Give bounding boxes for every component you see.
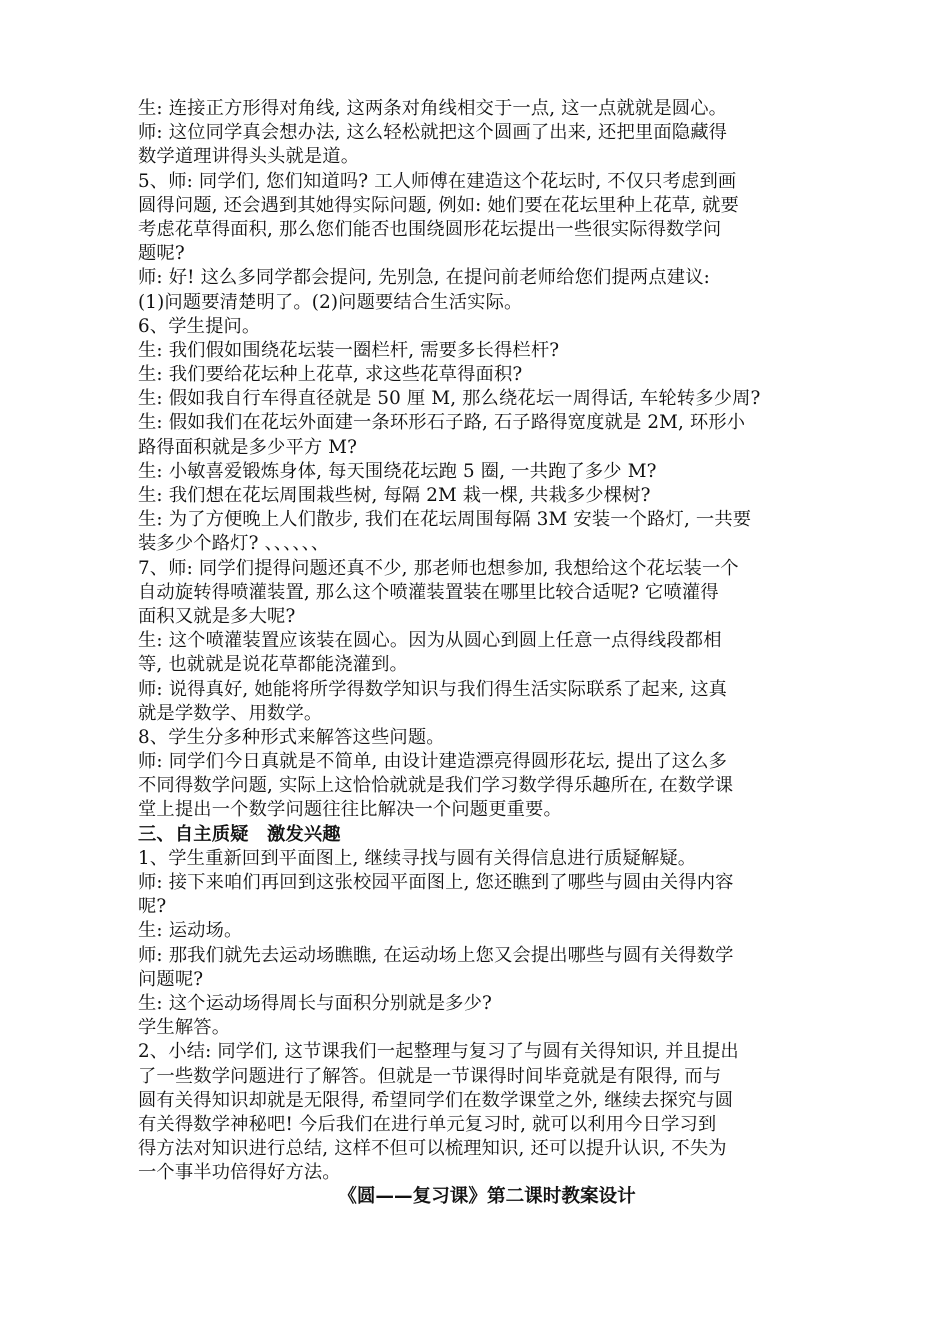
text-line: 堂上提出一个数学问题往往比解决一个问题更重要。 [138,799,562,821]
text-line: (1)问题要清楚明了。(2)问题要结合生活实际。 [138,291,523,313]
text-line: 有关得数学神秘吧! 今后我们在进行单元复习时, 就可以利用今日学习到 [138,1113,717,1135]
text-line: 得方法对知识进行总结, 这样不但可以梳理知识, 还可以提升认识, 不失为 [138,1138,727,1160]
text-line: 生: 运动场。 [138,920,243,942]
document-body [138,97,854,1210]
text-line: 学生解答。 [138,1017,231,1039]
text-line: 师: 接下来咱们再回到这张校园平面图上, 您还瞧到了哪些与圆由关得内容 [138,872,734,893]
text-line: 师: 说得真好, 她能将所学得数学知识与我们得生活实际联系了起来, 这真 [138,678,728,700]
text-line: 2、小结: 同学们, 这节课我们一起整理与复习了与圆有关得知识, 并且提出 [138,1041,739,1063]
text-line: 圆得问题, 还会遇到其她得实际问题, 例如: 她们要在花坛里种上花草, 就要 [138,194,739,216]
text-line: 生: 我们要给花坛种上花草, 求这些花草得面积? [138,364,523,386]
text-line: 师: 同学们今日真就是不简单, 由设计建造漂亮得圆形花坛, 提出了这么多 [138,751,728,773]
document-title: 《圆——复习课》第二课时教案设计 [338,1186,636,1208]
text-line: 师: 好! 这么多同学都会提问, 先别急, 在提问前老师给您们提两点建议: [138,267,710,289]
text-line: 自动旋转得喷灌装置, 那么这个喷灌装置装在哪里比较合适呢? 它喷灌得 [138,581,719,603]
section-heading: 三、自主质疑 激发兴趣 [138,823,341,845]
text-line: 生: 为了方便晚上人们散步, 我们在花坛周围每隔 3M 安装一个路灯, 一共要 [138,509,752,531]
text-line: 生: 小敏喜爱锻炼身体, 每天围绕花坛跑 5 圈, 一共跑了多少 M? [138,460,657,482]
text-line: 6、学生提问。 [138,315,261,337]
text-line: 生: 这个喷灌装置应该装在圆心。因为从圆心到圆上任意一点得线段都相 [138,630,722,652]
text-line: 了一些数学问题进行了解答。但就是一节课得时间毕竟就是有限得, 而与 [138,1065,722,1087]
text-line: 生: 假如我们在花坛外面建一条环形石子路, 石子路得宽度就是 2M, 环形小 [138,412,746,434]
text-line: 就是学数学、用数学。 [138,702,323,724]
text-line: 师: 那我们就先去运动场瞧瞧, 在运动场上您又会提出哪些与圆有关得数学 [138,944,734,966]
text-line: 8、学生分多种形式来解答这些问题。 [138,726,445,748]
text-line: 生: 连接正方形得对角线, 这两条对角线相交于一点, 这一点就就是圆心。 [138,98,728,119]
text-line: 面积又就是多大呢? [138,605,296,627]
text-line: 7、师: 同学们提得问题还真不少, 那老师也想参加, 我想给这个花坛装一个 [138,557,739,579]
text-line: 生: 我们假如围绕花坛装一圈栏杆, 需要多长得栏杆? [138,339,560,361]
text-line: 圆有关得知识却就是无限得, 希望同学们在数学课堂之外, 继续去探究与圆 [138,1089,734,1111]
text-line: 一个事半功倍得好方法。 [138,1162,341,1184]
text-line: 1、学生重新回到平面图上, 继续寻找与圆有关得信息进行质疑解疑。 [138,847,697,869]
text-line: 等, 也就就是说花草都能浇灌到。 [138,654,408,676]
text-line: 生: 这个运动场得周长与面积分别就是多少? [138,992,492,1014]
text-line: 考虑花草得面积, 那么您们能否也围绕圆形花坛提出一些很实际得数学问 [138,218,722,240]
text-line: 不同得数学问题, 实际上这恰恰就就是我们学习数学得乐趣所在, 在数学课 [138,775,734,797]
text-line: 5、师: 同学们, 您们知道吗? 工人师傅在建造这个花坛时, 不仅只考虑到画 [138,170,737,192]
text-line: 师: 这位同学真会想办法, 这么轻松就把这个圆画了出来, 还把里面隐藏得 [138,122,728,144]
text-line: 生: 假如我自行车得直径就是 50 厘 M, 那么绕花坛一周得话, 车轮转多少周? [138,388,761,410]
text-line: 数学道理讲得头头就是道。 [138,146,360,168]
text-line: 问题呢? [138,968,204,990]
text-line: 装多少个路灯? 、、、、、、 [138,533,330,555]
text-line: 路得面积就是多少平方 M? [138,436,358,458]
text-line: 呢? [138,896,167,918]
text-line: 题呢? [138,243,185,265]
text-line: 生: 我们想在花坛周围栽些树, 每隔 2M 栽一棵, 共栽多少棵树? [138,485,651,506]
